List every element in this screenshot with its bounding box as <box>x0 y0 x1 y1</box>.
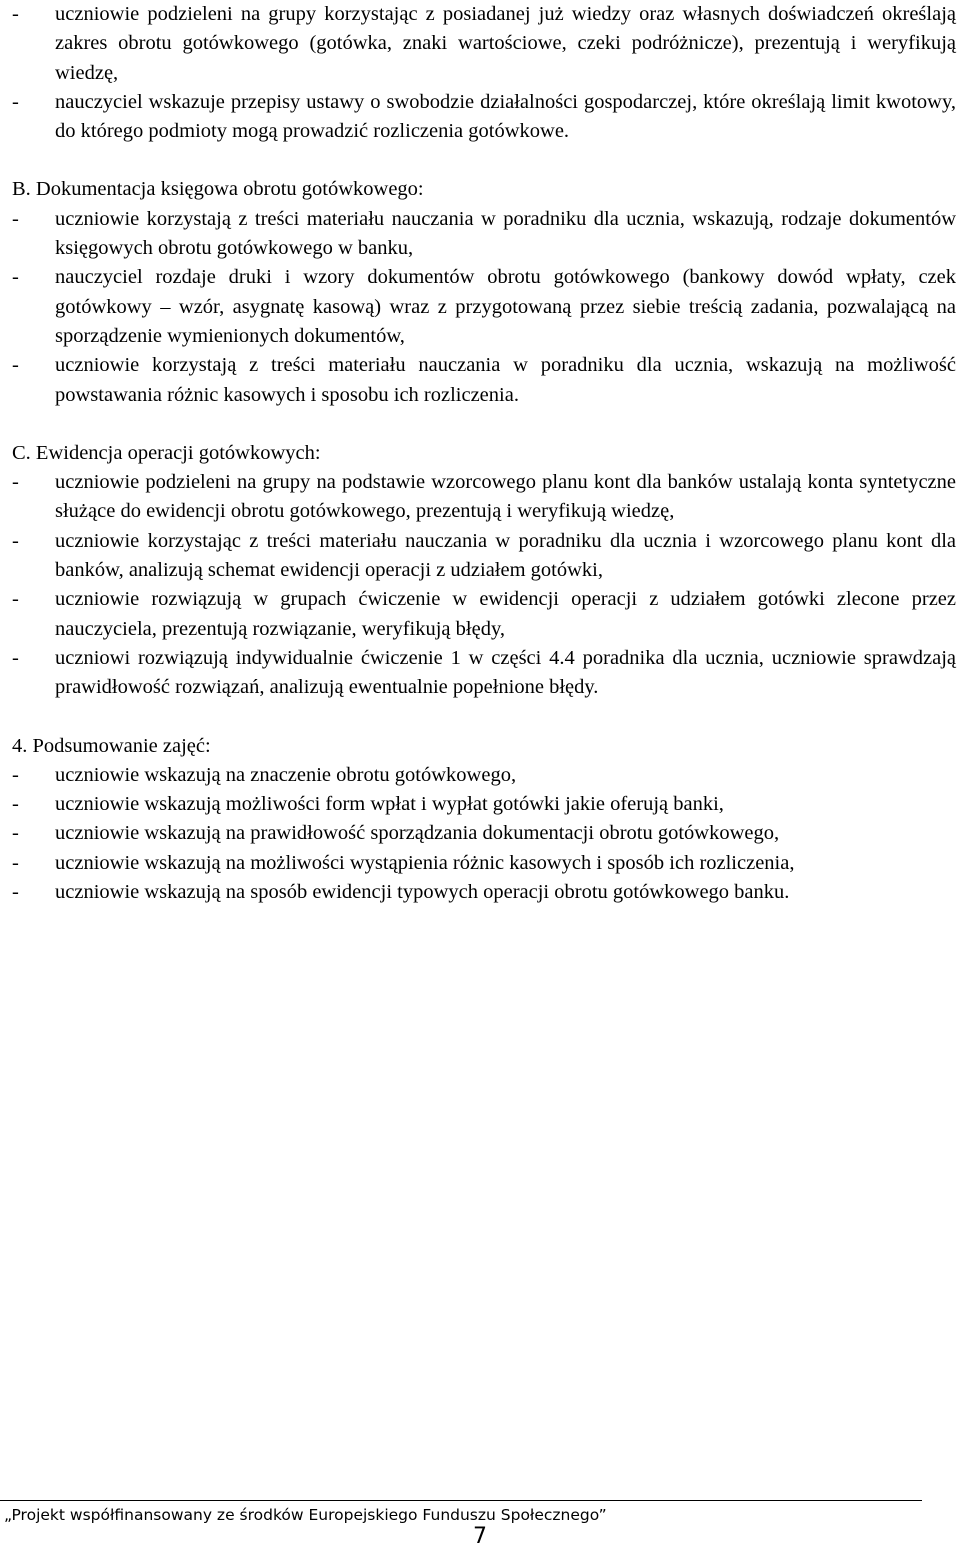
list-item-text: uczniowie korzystają z treści materiału nauczania w poradniku dla ucznia, wskazują, rodzaje dokumentów księgowych obrotu gotówkowego w banku, <box>55 207 956 260</box>
list-bullet: - <box>12 851 19 874</box>
list-bullet: - <box>12 90 19 113</box>
list-item <box>12 527 956 586</box>
footer-funding-note: „Projekt współfinansowany ze środków Europejskiego Funduszu Społecznego” <box>4 1506 607 1524</box>
list-item-text: uczniowie wskazują na możliwości wystąpienia różnic kasowych i sposób ich rozliczenia, <box>55 851 795 874</box>
list-item-text: uczniowie rozwiązują w grupach ćwiczenie w ewidencji operacji z udziałem gotówki zlecone przez nauczyciela, prezentują rozwiązanie, weryfikują błędy, <box>55 588 956 640</box>
list-item-text: uczniowi rozwiązują indywidualnie ćwiczenie 1 w części 4.4 poradnika dla ucznia, uczniowie sprawdzają prawidłowość rozwiązań, analizują ewentualnie popełnione błędy. <box>55 646 956 699</box>
list-item-text: uczniowie wskazują możliwości form wpłat i wypłat gotówki jakie oferują banki, <box>55 793 724 816</box>
list-item-text: nauczyciel wskazuje przepisy ustawy o swobodzie działalności gospodarczej, które określają limit kwotowy, do którego podmioty mogą prowadzić rozliczenia gotówkowe. <box>55 90 956 143</box>
list-item <box>12 790 956 819</box>
list-bullet: - <box>12 822 19 845</box>
list-bullet: - <box>12 529 19 552</box>
list-bullet: - <box>12 3 19 25</box>
list-item <box>12 88 956 147</box>
list-item <box>12 263 956 351</box>
list-item <box>12 761 956 790</box>
list-item <box>12 0 956 88</box>
list-item <box>12 351 956 410</box>
list-bullet: - <box>12 354 19 377</box>
list-item <box>12 878 956 907</box>
list-item-text: uczniowie korzystają z treści materiału nauczania w poradniku dla ucznia, wskazują na możliwość powstawania różnic kasowych i sposobu ich rozliczenia. <box>55 354 956 406</box>
list-item-text: uczniowie podzieleni na grupy korzystając z posiadanej już wiedzy oraz własnych doświadczeń określają zakres obrotu gotówkowego (gotówka, znaki wartościowe, czeki podróżnicze), prezentują i weryfikują wiedzę, <box>55 3 956 84</box>
list-bullet: - <box>12 471 19 494</box>
list-bullet: - <box>12 207 19 230</box>
list-item <box>12 644 956 703</box>
document-body <box>12 0 956 907</box>
list-bullet: - <box>12 588 19 611</box>
list-bullet: - <box>12 646 19 669</box>
list-item-text: uczniowie wskazują na znaczenie obrotu gotówkowego, <box>55 763 517 786</box>
section-c-heading: C. Ewidencja operacji gotówkowych: <box>12 441 321 464</box>
list-item-text: uczniowie wskazują na prawidłowość sporządzania dokumentacji obrotu gotówkowego, <box>55 822 780 845</box>
list-item-text: uczniowie podzieleni na grupy na podstawie wzorcowego planu kont dla banków ustalają konta syntetyczne służące do ewidencji obrotu gotówkowego, prezentują i weryfikują wiedzę, <box>55 471 956 523</box>
section-4-heading: 4. Podsumowanie zajęć: <box>12 734 211 757</box>
list-bullet: - <box>12 793 19 816</box>
page-number: 7 <box>473 1524 487 1549</box>
list-bullet: - <box>12 763 19 786</box>
list-item <box>12 468 956 527</box>
list-item-text: uczniowie korzystając z treści materiału nauczania w poradniku dla ucznia i wzorcowego planu kont dla banków, analizują schemat ewidencji operacji z udziałem gotówki, <box>55 529 956 582</box>
list-bullet: - <box>12 266 19 289</box>
list-bullet: - <box>12 881 19 904</box>
footer-divider <box>0 1500 922 1501</box>
list-item <box>12 819 956 848</box>
list-item-text: uczniowie wskazują na sposób ewidencji typowych operacji obrotu gotówkowego banku. <box>55 881 790 904</box>
list-item <box>12 849 956 878</box>
list-item <box>12 585 956 644</box>
section-b-heading: B. Dokumentacja księgowa obrotu gotówkowego: <box>12 178 424 201</box>
list-item <box>12 205 956 264</box>
list-item-text: nauczyciel rozdaje druki i wzory dokumentów obrotu gotówkowego (bankowy dowód wpłaty, czek gotówkowy – wzór, asygnatę kasową) wraz z przygotowaną przez siebie treścią zadania, pozwalającą na sporządzenie wymienionych dokumentów, <box>55 266 956 347</box>
